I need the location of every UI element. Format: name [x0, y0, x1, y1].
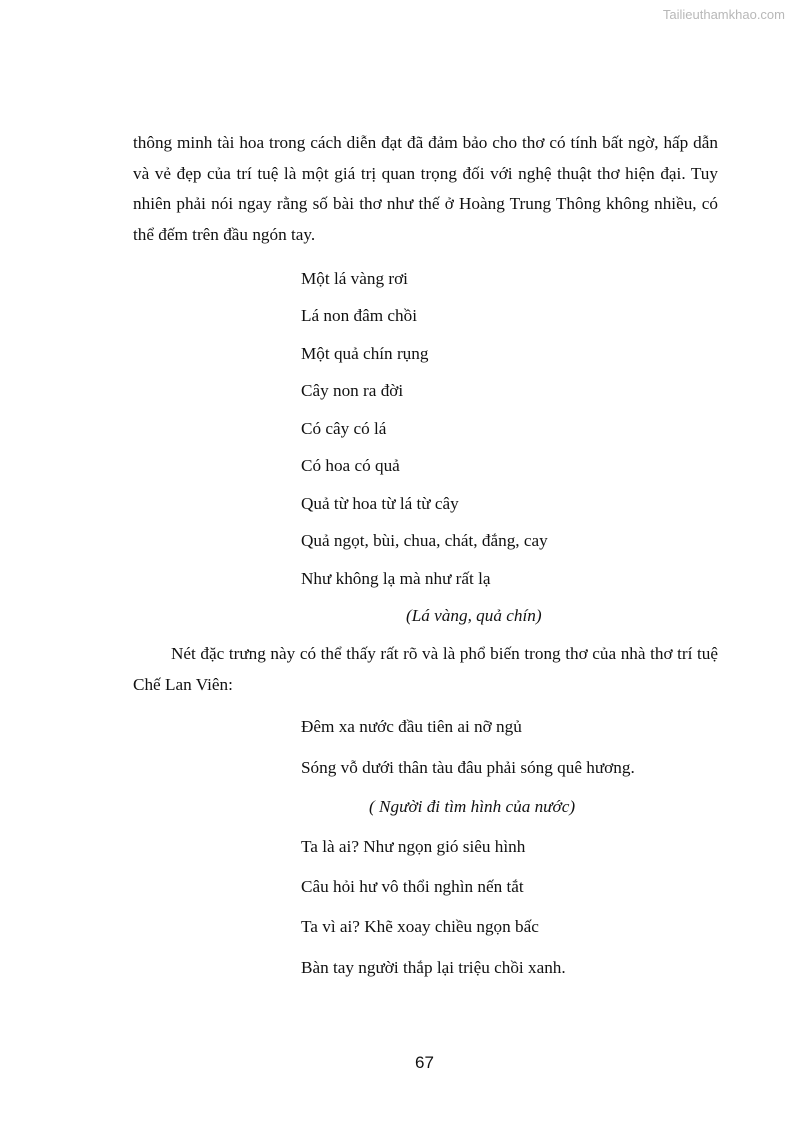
watermark: Tailieuthamkhao.com — [662, 7, 785, 22]
page-number: 67 — [415, 1053, 434, 1072]
poem-line: Đêm xa nước đầu tiên ai nỡ ngủ — [301, 717, 522, 736]
poem-citation: ( Người đi tìm hình của nước) — [369, 797, 576, 816]
poem-line: Có hoa có quả — [301, 456, 400, 475]
poem-line: Sóng vỗ dưới thân tàu đâu phải sóng quê hương. — [301, 758, 635, 777]
poem-line: Một quả chín rụng — [301, 344, 429, 363]
poem-line: Bàn tay người thắp lại triệu chồi xanh. — [301, 958, 566, 977]
poem-line: Có cây có lá — [301, 419, 387, 438]
poem-line: Như không lạ mà như rất lạ — [301, 569, 491, 588]
poem-line: Một lá vàng rơi — [301, 269, 408, 288]
poem-line: Câu hỏi hư vô thổi nghìn nến tắt — [301, 877, 524, 896]
poem-line: Quả ngọt, bùi, chua, chát, đắng, cay — [301, 531, 548, 550]
poem-line: Quả từ hoa từ lá từ cây — [301, 494, 459, 513]
paragraph-2: Nét đặc trưng này có thể thấy rất rõ và là phổ biến trong thơ của nhà thơ trí tuệ Chế Lan Viên: — [133, 644, 718, 694]
poem-line: Lá non đâm chồi — [301, 306, 417, 325]
poem-line: Ta là ai? Như ngọn gió siêu hình — [301, 837, 526, 856]
poem-line: Cây non ra đời — [301, 381, 404, 400]
paragraph-1: thông minh tài hoa trong cách diễn đạt đã đảm bảo cho thơ có tính bất ngờ, hấp dẫn và vẻ đẹp của trí tuệ là một giá trị quan trọng đối với nghệ thuật thơ hiện đại. Tuy nhiên phải nói ngay rằng số bài thơ như thế ở Hoàng Trung Thông không nhiều, có thể đếm trên đầu ngón tay. — [133, 133, 718, 244]
poem-line: Ta vì ai? Khẽ xoay chiều ngọn bấc — [301, 917, 539, 936]
poem-citation: (Lá vàng, quả chín) — [406, 606, 542, 625]
